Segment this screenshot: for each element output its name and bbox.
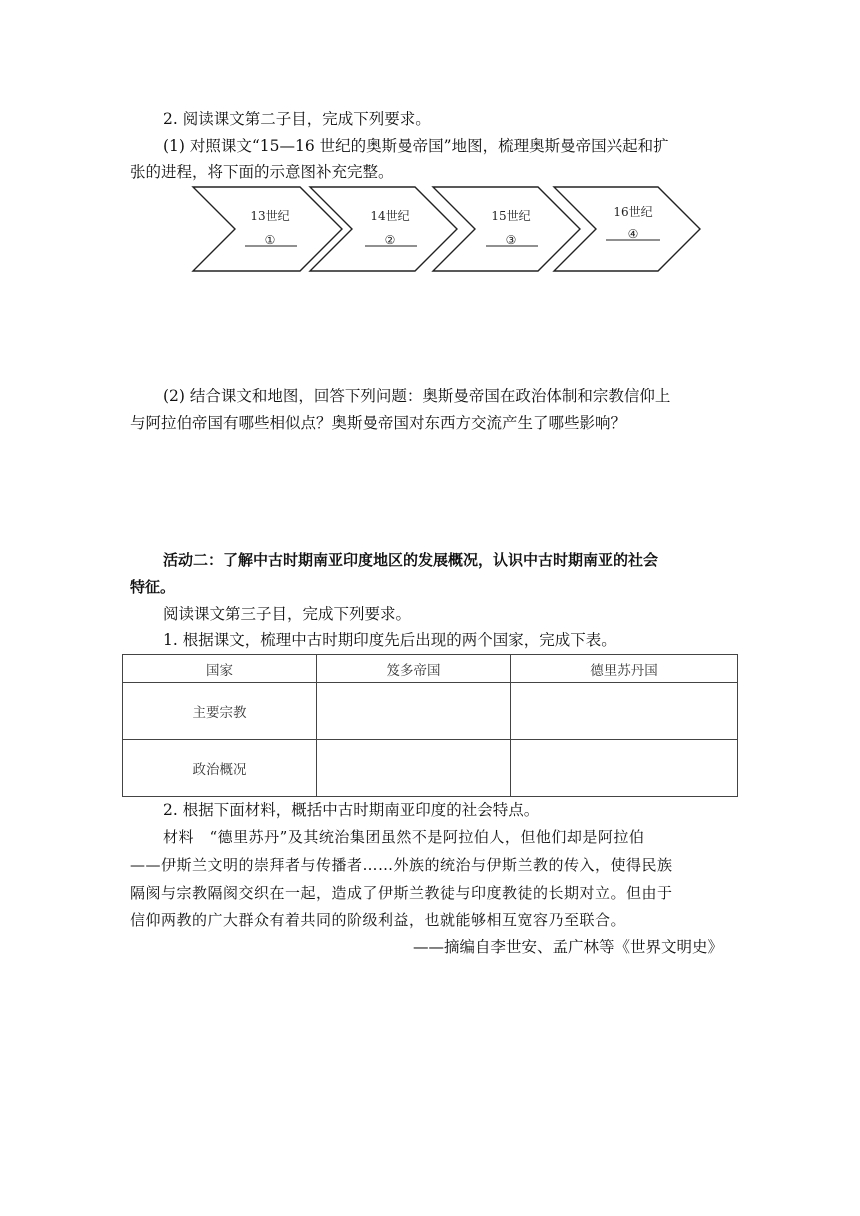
- flow-step-1: [193, 187, 342, 271]
- question-2-2-line1: (2) 结合课文和地图，回答下列问题：奥斯曼帝国在政治体制和宗教信仰上: [163, 387, 671, 405]
- question-2-1-line1: (1) 对照课文“15—16 世纪的奥斯曼帝国”地图，梳理奥斯曼帝国兴起和扩: [163, 137, 669, 155]
- activity-2-heading-line1: 活动二：了解中古时期南亚印度地区的发展概况，认识中古时期南亚的社会: [163, 551, 659, 569]
- table-header-country: 国家: [123, 655, 317, 683]
- question-2-1-line2: 张的进程，将下面的示意图补充完整。: [130, 163, 394, 181]
- flow-step-3-blank-number: ③: [505, 233, 517, 247]
- flow-step-3-century: 15世纪: [491, 209, 531, 223]
- material-line2: ——伊斯兰文明的崇拜者与传播者……外族的统治与伊斯兰教的传入，使得民族: [130, 856, 673, 874]
- activity-2-intro: 阅读课文第三子目，完成下列要求。: [163, 605, 412, 623]
- material-line4: 信仰两教的广大群众有着共同的阶级利益，也就能够相互宽容乃至联合。: [130, 911, 627, 929]
- flow-step-2-blank-number: ②: [384, 233, 396, 247]
- activity-2-question-2: 2. 根据下面材料，概括中古时期南亚印度的社会特点。: [163, 801, 540, 819]
- activity-2-heading-line2: 特征。: [130, 578, 176, 596]
- activity-2-question-1: 1. 根据课文，梳理中古时期印度先后出现的两个国家，完成下表。: [163, 631, 617, 649]
- table-cell-delhi-politics[interactable]: [511, 740, 738, 797]
- question-2-2-line2: 与阿拉伯帝国有哪些相似点？奥斯曼帝国对东西方交流产生了哪些影响？: [130, 414, 627, 432]
- table-header-row: [123, 655, 738, 683]
- table-cell-gupta-religion[interactable]: [317, 683, 511, 740]
- table-header-gupta: 笈多帝国: [317, 655, 511, 683]
- ottoman-expansion-flow-diagram: [190, 184, 702, 274]
- material-line3: 隔阂与宗教隔阂交织在一起，造成了伊斯兰教徒与印度教徒的长期对立。但由于: [130, 884, 673, 902]
- flow-step-2-century: 14世纪: [370, 209, 410, 223]
- flow-step-1-blank-number: ①: [264, 233, 276, 247]
- flow-step-4-century: 16世纪: [613, 205, 653, 219]
- table-cell-delhi-religion[interactable]: [511, 683, 738, 740]
- question-2-title: 2. 阅读课文第二子目，完成下列要求。: [163, 110, 431, 128]
- table-row: [123, 683, 738, 740]
- table-row-label-religion: 主要宗教: [123, 683, 317, 740]
- flow-step-1-century: 13世纪: [250, 209, 290, 223]
- india-states-table: [122, 654, 738, 797]
- table-header-delhi-sultanate: 德里苏丹国: [511, 655, 738, 683]
- table-row-label-politics: 政治概况: [123, 740, 317, 797]
- table-row: [123, 740, 738, 797]
- material-source: ——摘编自李世安、孟广林等《世界文明史》: [412, 938, 723, 956]
- material-line1: 材料 “德里苏丹”及其统治集团虽然不是阿拉伯人，但他们却是阿拉伯: [163, 828, 645, 846]
- table-cell-gupta-politics[interactable]: [317, 740, 511, 797]
- flow-step-4-blank-number: ④: [627, 227, 639, 241]
